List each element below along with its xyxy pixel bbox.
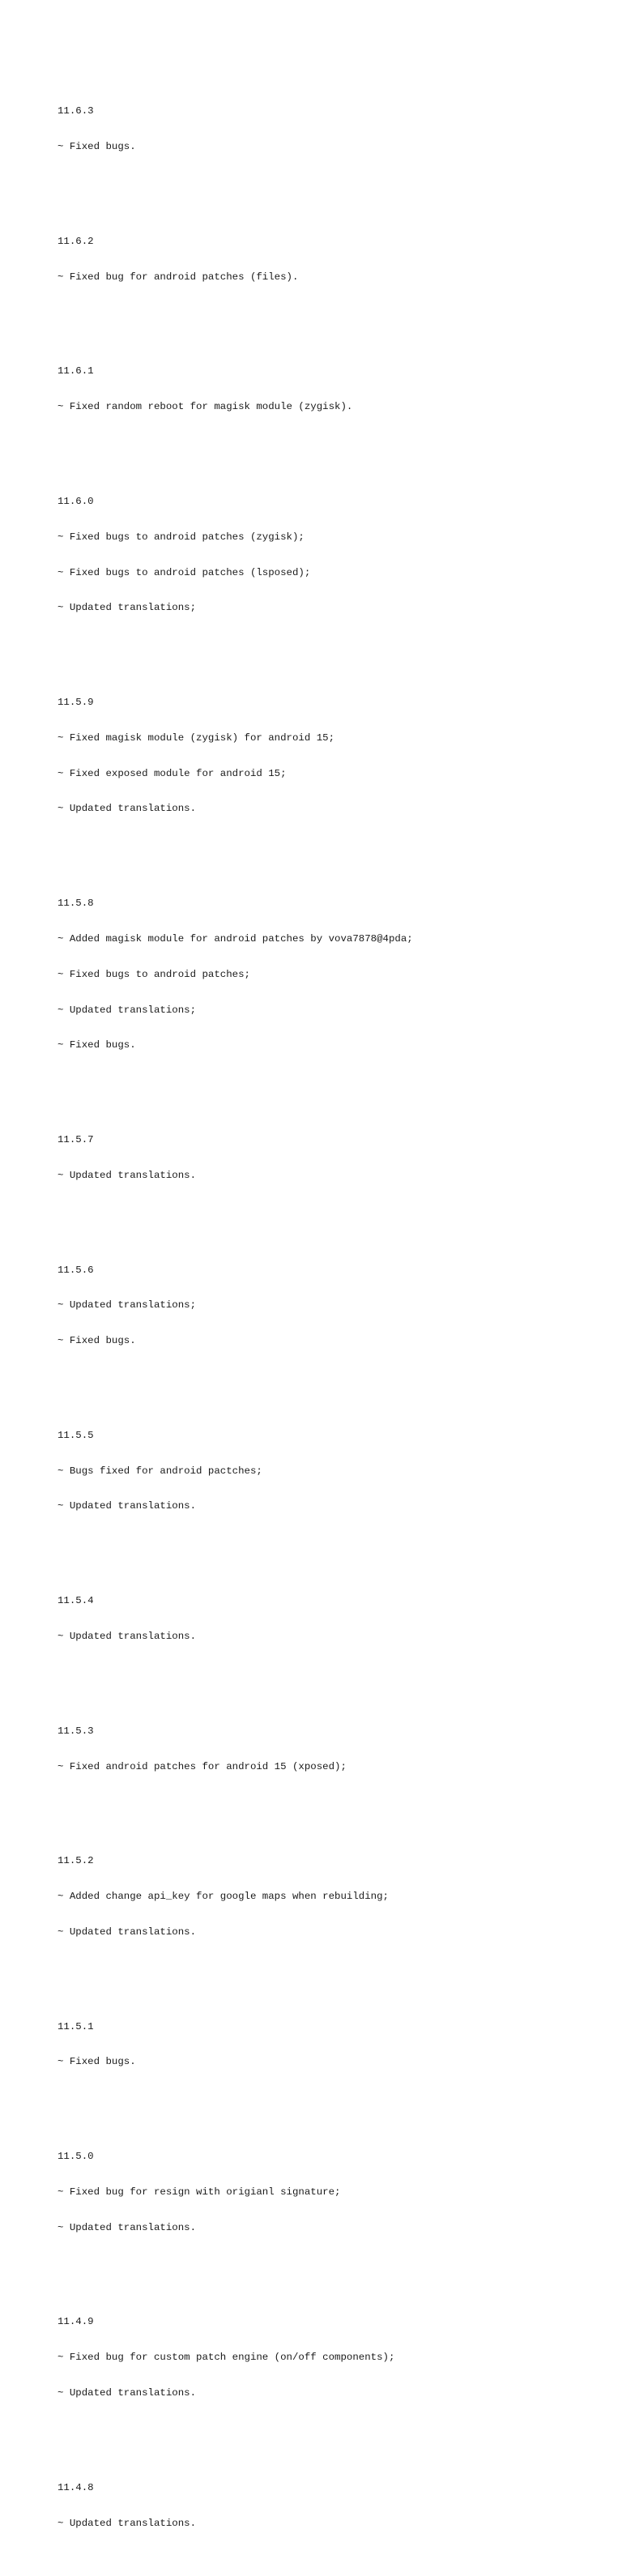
change-item: ~ Updated translations; [58, 1004, 197, 1016]
change-item: ~ Updated translations. [58, 1926, 197, 1938]
changelog-entry [58, 212, 608, 307]
version-number: 11.5.3 [58, 1725, 94, 1737]
version-number: 11.5.2 [58, 1855, 94, 1867]
change-item: ~ Updated translations; [58, 602, 197, 614]
changelog-entry [58, 472, 608, 638]
change-item: ~ Fixed bugs. [58, 1335, 136, 1347]
change-item: ~ Fixed bugs. [58, 2056, 136, 2068]
version-number: 11.5.8 [58, 898, 94, 910]
changelog-entry [58, 1406, 608, 1537]
changelog-entry [58, 2292, 608, 2423]
version-number: 11.5.4 [58, 1595, 94, 1607]
change-item: ~ Fixed bugs to android patches; [58, 968, 250, 980]
change-item: ~ Updated translations. [58, 2517, 197, 2529]
version-number: 11.5.1 [58, 2020, 94, 2032]
changelog-entry [58, 1702, 608, 1797]
change-item: ~ Updated translations. [58, 2221, 197, 2233]
change-item: ~ Fixed bugs to android patches (zygisk); [58, 531, 305, 543]
change-item: ~ Updated translations. [58, 803, 197, 815]
version-number: 11.5.7 [58, 1134, 94, 1146]
version-number: 11.5.6 [58, 1264, 94, 1276]
change-item: ~ Updated translations. [58, 2386, 197, 2399]
changelog-entry [58, 1572, 608, 1666]
version-number: 11.6.2 [58, 235, 94, 247]
version-number: 11.6.1 [58, 365, 94, 377]
version-number: 11.4.8 [58, 2481, 94, 2493]
changelog-entry [58, 673, 608, 838]
change-item: ~ Fixed bugs. [58, 141, 136, 153]
changelog-entry [58, 1240, 608, 1371]
changelog-entry [58, 2127, 608, 2258]
version-number: 11.6.3 [58, 105, 94, 117]
change-item: ~ Added change api_key for google maps when rebuilding; [58, 1891, 389, 1903]
change-item: ~ Updated translations; [58, 1299, 197, 1311]
changelog-entry [58, 1832, 608, 1962]
change-item: ~ Fixed bugs to android patches (lsposed); [58, 566, 311, 578]
changelog-entry [58, 1111, 608, 1205]
change-item: ~ Fixed bugs. [58, 1039, 136, 1051]
version-number: 11.5.0 [58, 2151, 94, 2163]
changelog [58, 58, 608, 2576]
change-item: ~ Fixed bug for android patches (files). [58, 271, 299, 283]
changelog-entry [58, 342, 608, 437]
version-number: 11.5.5 [58, 1429, 94, 1441]
change-item: ~ Fixed bug for custom patch engine (on/off components); [58, 2352, 395, 2364]
changelog-entry [58, 2459, 608, 2553]
change-item: ~ Fixed exposed module for android 15; [58, 767, 287, 779]
change-item: ~ Updated translations. [58, 1630, 197, 1642]
change-item: ~ Added magisk module for android patches by vova7878@4pda; [58, 932, 413, 945]
change-item: ~ Updated translations. [58, 1169, 197, 1181]
change-item: ~ Bugs fixed for android pactches; [58, 1465, 262, 1477]
change-item: ~ Fixed random reboot for magisk module (zygisk). [58, 401, 353, 413]
change-item: ~ Fixed bug for resign with origianl signature; [58, 2186, 341, 2198]
version-number: 11.6.0 [58, 495, 94, 507]
change-item: ~ Updated translations. [58, 1500, 197, 1512]
change-item: ~ Fixed android patches for android 15 (xposed); [58, 1760, 347, 1772]
changelog-entry [58, 82, 608, 177]
changelog-entry [58, 1997, 608, 2092]
version-number: 11.5.9 [58, 697, 94, 709]
change-item: ~ Fixed magisk module (zygisk) for android 15; [58, 731, 335, 744]
version-number: 11.4.9 [58, 2316, 94, 2328]
changelog-entry [58, 874, 608, 1075]
